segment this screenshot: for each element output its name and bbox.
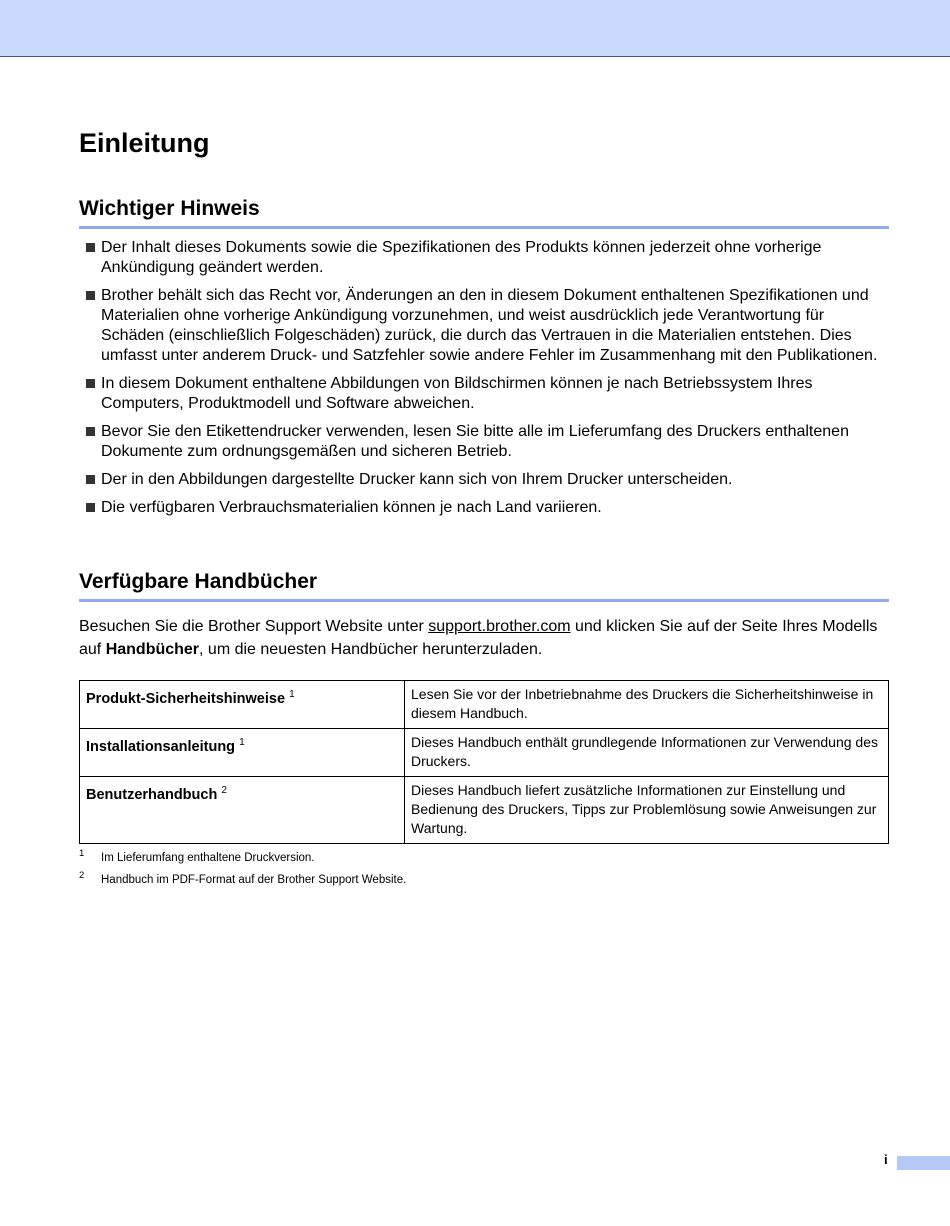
footnotes [79,848,889,892]
page-title: Einleitung [79,128,210,158]
manual-name: Installationsanleitung [86,738,236,755]
bullet-square-icon [86,291,95,300]
manual-description: Lesen Sie vor der Inbetriebnahme des Druckers die Sicherheitshinweise in diesem Handbuch. [405,681,889,729]
page-tab-marker [897,1156,950,1170]
list-item-text: In diesem Dokument enthaltene Abbildungen von Bildschirmen können je nach Betriebssystem Ihres Computers, Produktmodell und Software abweichen. [101,375,813,412]
intro-text: , um die neuesten Handbücher herunterzuladen. [199,640,543,658]
bullet-square-icon [86,243,95,252]
footnote [79,848,889,870]
list-item [79,374,889,414]
footnote-ref: 1 [239,737,245,748]
notice-list [79,238,889,526]
bullet-square-icon [86,379,95,388]
bullet-square-icon [86,427,95,436]
manual-description: Dieses Handbuch enthält grundlegende Informationen zur Verwendung des Druckers. [405,729,889,777]
manual-name-cell [80,777,405,844]
header-band [0,0,950,57]
intro-text: Besuchen Sie die Brother Support Website unter [79,618,429,635]
footnote-number: 2 [79,870,85,881]
footnote-text: Im Lieferumfang enthaltene Druckversion. [101,852,315,864]
manual-name-cell [80,729,405,777]
list-item [79,238,889,278]
page-number: i [884,1152,888,1167]
list-item-text: Der Inhalt dieses Dokuments sowie die Spezifikationen des Produkts können jederzeit ohne vorherige Ankündigung geändert werden. [101,239,822,276]
section-heading-available-manuals: Verfügbare Handbücher [79,570,889,602]
manual-name-cell [80,681,405,729]
table-row [80,777,889,844]
section-heading-important-notice: Wichtiger Hinweis [79,197,889,229]
intro-bold-text: Handbücher [105,640,200,658]
intro-text: und klicken Sie auf der Seite Ihres Modells auf [79,618,878,658]
manuals-intro-paragraph [79,616,889,661]
footnote-ref: 1 [289,689,295,700]
support-website-link[interactable]: support.brother.com [428,618,571,635]
list-item-text: Bevor Sie den Etikettendrucker verwenden, lesen Sie bitte alle im Lieferumfang des Druckers enthaltenen Dokumente zum ordnungsgemäßen und sicheren Betrieb. [101,423,849,460]
bullet-square-icon [86,503,95,512]
list-item [79,498,889,518]
list-item-text: Der in den Abbildungen dargestellte Drucker kann sich von Ihrem Drucker unterscheiden. [101,471,733,488]
table-row [80,729,889,777]
list-item [79,286,889,366]
footnote-ref: 2 [221,785,227,796]
list-item-text: Brother behält sich das Recht vor, Änderungen an den in diesem Dokument enthaltenen Spezifikationen und Materialien ohne vorherige Ankündigung vorzunehmen, und weist ausdrücklich jede Verantwortung für Schäden (einschließlich Folgeschäden) zurück, die durch das Vertrauen in die Materialien entstehen. Dies umfasst unter anderem Druck- und Satzfehler sowie andere Fehler im Zusammenhang mit den Publikationen. [101,287,878,364]
list-item [79,422,889,462]
footnote-number: 1 [79,848,85,859]
manual-name: Benutzerhandbuch [86,786,218,803]
manual-name: Produkt-Sicherheitshinweise [86,690,286,707]
manual-description: Dieses Handbuch liefert zusätzliche Informationen zur Einstellung und Bedienung des Druckers, Tipps zur Problemlösung sowie Anweisungen zur Wartung. [405,777,889,844]
manuals-table [79,680,889,844]
bullet-square-icon [86,475,95,484]
footnote-text: Handbuch im PDF-Format auf der Brother Support Website. [101,874,407,886]
table-row [80,681,889,729]
footnote [79,870,889,892]
list-item [79,470,889,490]
list-item-text: Die verfügbaren Verbrauchsmaterialien können je nach Land variieren. [101,499,602,516]
